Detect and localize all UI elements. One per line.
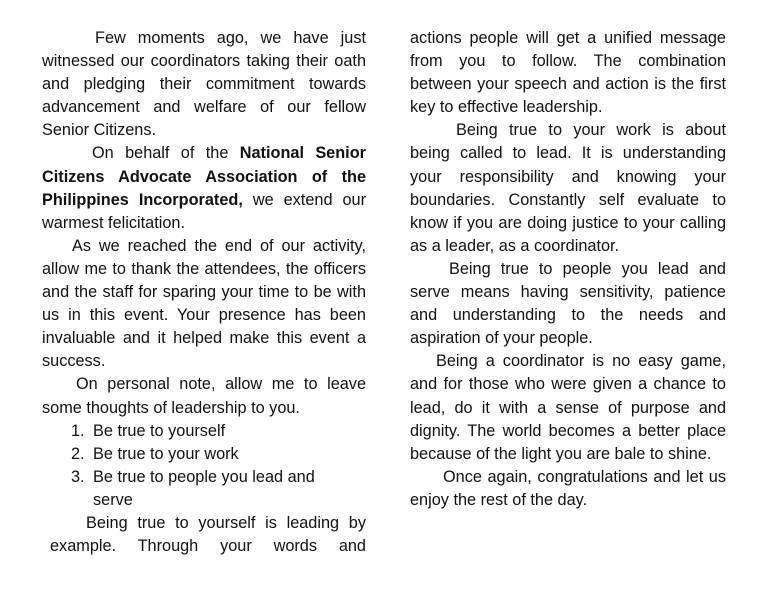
- paragraph-true-to-people: Being true to people you lead and serve means having sensitivity, patience and understanding to the needs and aspiration of your people.: [410, 259, 726, 348]
- paragraph-coordinator: Being a coordinator is no easy game, and for those who were given a chance to lead, do it with a sense of purpose and dignity. The world becomes a better place because of the light you are bale to shine.: [410, 352, 726, 463]
- paragraph-felicitation: [42, 142, 366, 234]
- list-number: 2.: [71, 444, 85, 463]
- leadership-list: [42, 420, 366, 512]
- paragraph-true-to-yourself: Being true to yourself is leading by example. Through your words and: [50, 513, 366, 556]
- list-item: [42, 420, 366, 443]
- list-text: Be true to people you lead and serve: [93, 467, 315, 509]
- list-number: 3.: [71, 467, 85, 486]
- paragraph-thanks: As we reached the end of our activity, allow me to thank the attendees, the officers and the staff for sparing your time to be with us in this event. Your presence has been invaluable and it helped make this event a success.: [42, 236, 366, 371]
- list-item: [42, 443, 366, 466]
- organization-name: National Senior Citizens Advocate Association of the Philippines Incorporated,: [42, 144, 366, 209]
- paragraph-witnessed-oath: Few moments ago, we have just witnessed our coordinators taking their oath and pledging their commitment towards advancement and welfare of our fellow Senior Citizens.: [42, 29, 366, 140]
- paragraph-personal-note: On personal note, allow me to leave some thoughts of leadership to you.: [42, 375, 366, 417]
- paragraph-unified-message: actions people will get a unified message from you to follow. The combination between your speech and action is the first key to effective leadership.: [410, 29, 726, 117]
- list-number: 1.: [71, 421, 85, 440]
- paragraph-true-to-work: Being true to your work is about being called to lead. It is understanding your responsibility and knowing your boundaries. Constantly self evaluate to know if you are doing justice to your calling as a leader, as a coordinator.: [410, 121, 726, 255]
- list-text: Be true to your work: [93, 444, 239, 463]
- left-column: [42, 27, 366, 558]
- felicitation-intro: On behalf of the: [92, 144, 240, 163]
- paragraph-congratulations: Once again, congratulations and let us enjoy the rest of the day.: [410, 467, 726, 509]
- list-item: [42, 466, 366, 512]
- right-column: [410, 27, 726, 512]
- felicitation-outro: we extend our warmest felicitation.: [42, 190, 366, 232]
- list-text: Be true to yourself: [93, 421, 226, 440]
